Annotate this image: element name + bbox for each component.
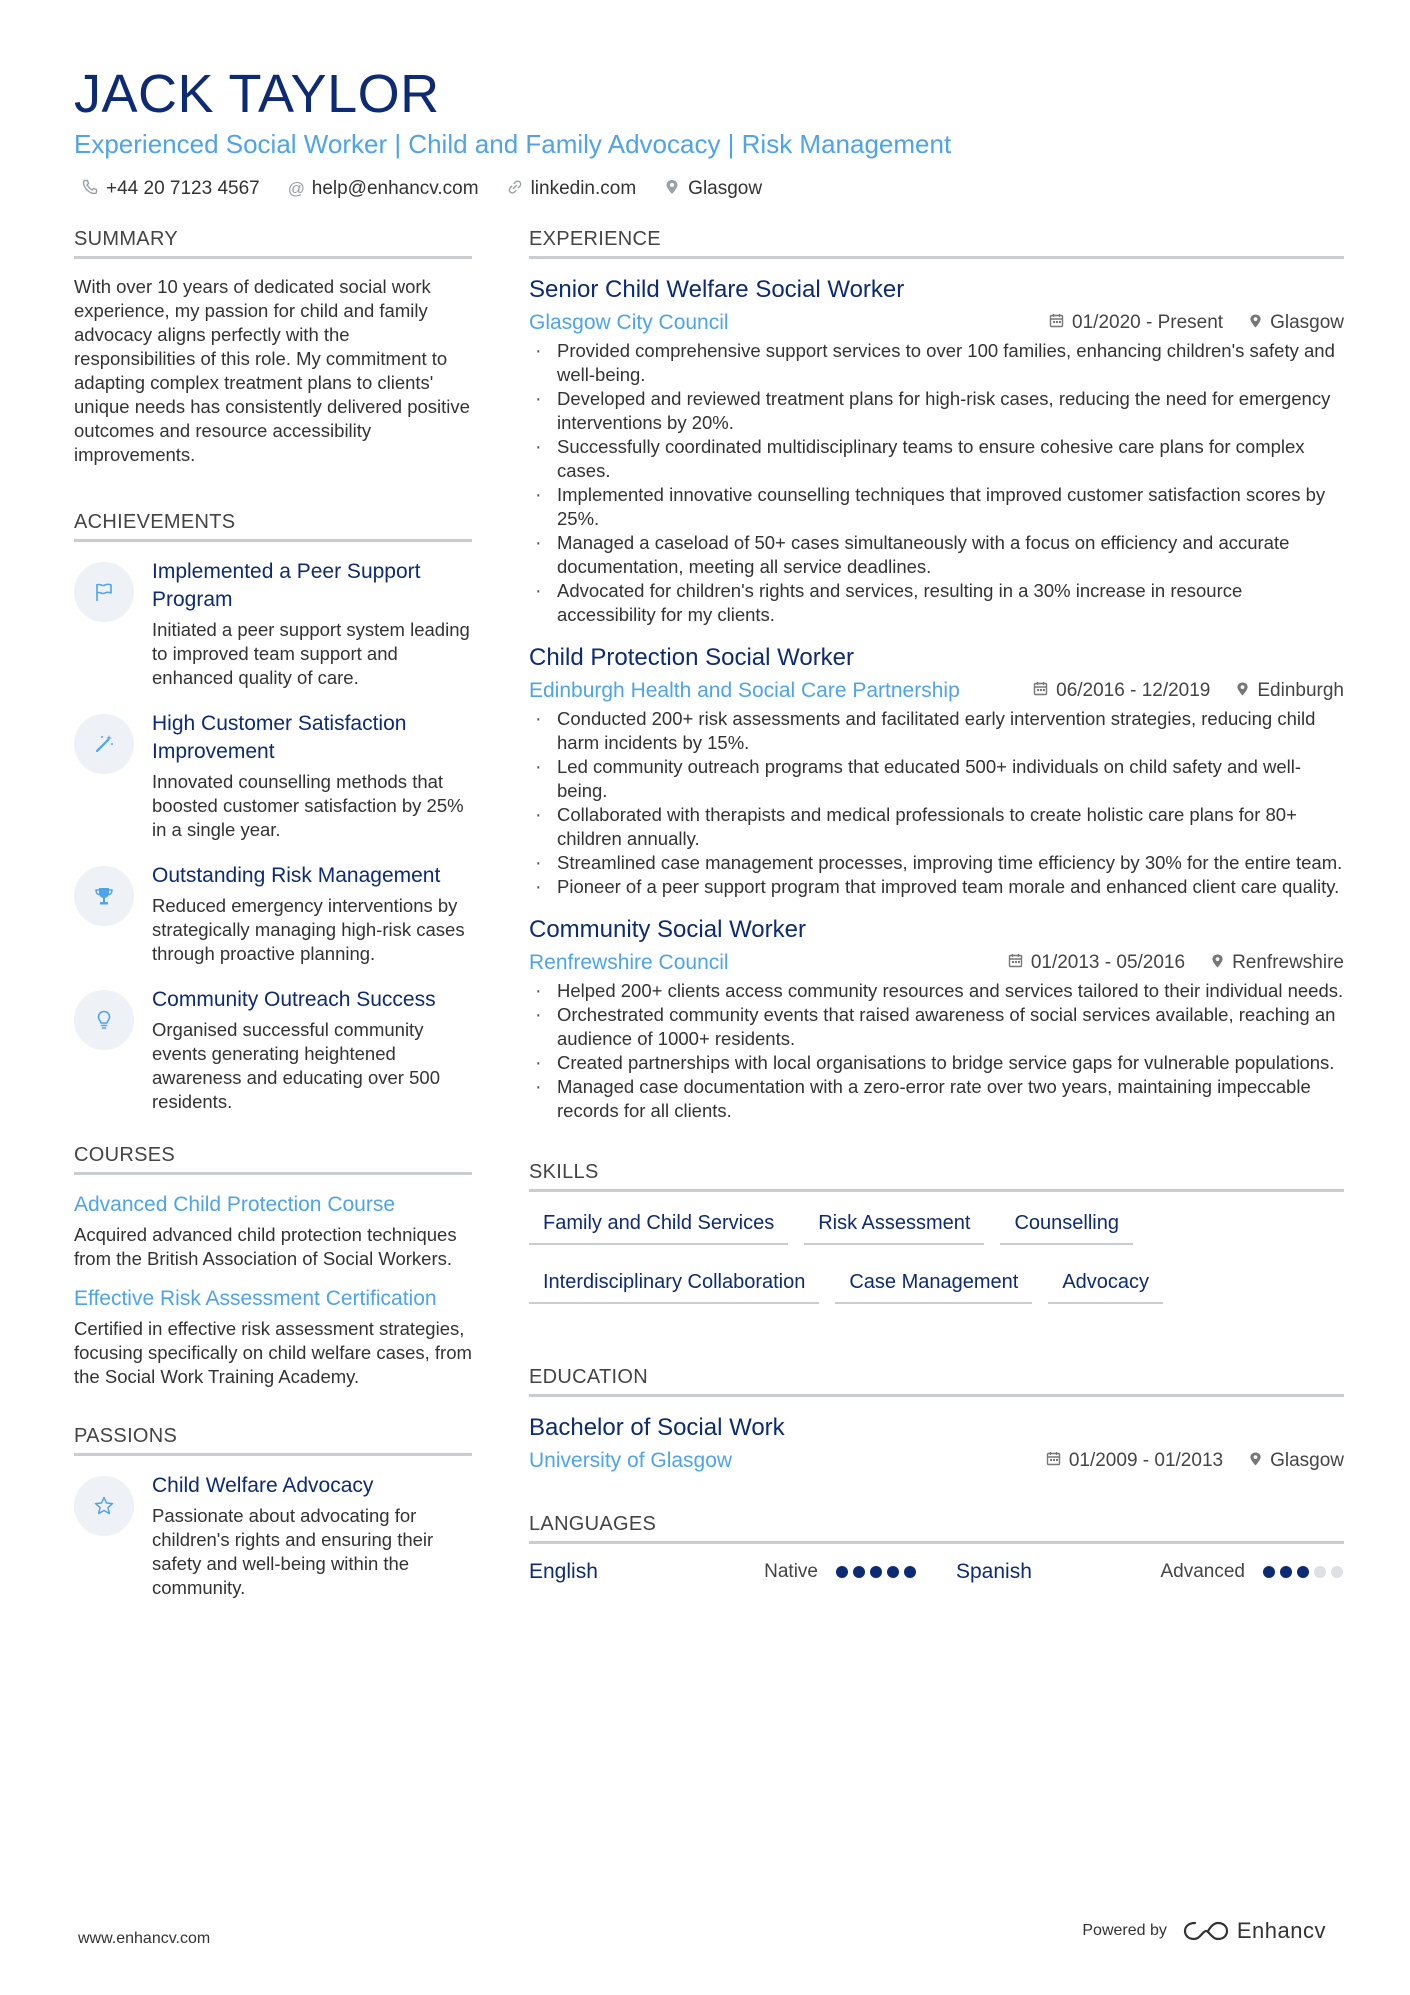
enhancv-logo-icon (1183, 1919, 1229, 1943)
rating-dot (1297, 1566, 1309, 1578)
calendar-icon (1008, 953, 1023, 973)
achievement-desc: Innovated counselling methods that boosted customer satisfaction by 25% in a single year. (152, 771, 464, 840)
brand-name: Enhancv (1236, 1918, 1326, 1943)
job-location (1249, 312, 1344, 334)
education-dates-text: 01/2009 - 01/2013 (1068, 1450, 1224, 1471)
job-meta (529, 679, 1344, 703)
phone-text: +44 20 7123 4567 (106, 178, 260, 199)
job-location (1211, 952, 1344, 974)
rating-dot (1280, 1566, 1292, 1578)
job-meta (529, 311, 1344, 335)
achievement-item (74, 710, 472, 842)
brand-logo[interactable] (1183, 1918, 1326, 1944)
bullet-item: · Orchestrated community events that raised awareness of social services available, reaching an audience of 1000+ residents. (529, 1003, 1344, 1051)
job-bullets (529, 707, 1344, 899)
job-dates-text: 01/2013 - 05/2016 (1030, 952, 1186, 973)
rating-dot (1314, 1566, 1326, 1578)
course-item (74, 1285, 472, 1389)
rating-dot (853, 1566, 865, 1578)
map-pin-icon (1249, 313, 1262, 334)
bullet-item: · Successfully coordinated multidisciplinary teams to ensure cohesive care plans for complex cases. (529, 435, 1344, 483)
courses-heading: COURSES (74, 1144, 472, 1175)
degree-title: Bachelor of Social Work (529, 1414, 785, 1441)
bullet-item: · Collaborated with therapists and medical professionals to create holistic care plans for 80+ children annually. (529, 803, 1344, 851)
link-icon (507, 179, 523, 200)
skill-tag: Risk Assessment (804, 1208, 984, 1245)
passion-title: Child Welfare Advocacy (152, 1474, 374, 1497)
bullet-item: · Pioneer of a peer support program that improved team morale and enhanced client care quality. (529, 875, 1344, 899)
skill-tag: Interdisciplinary Collaboration (529, 1267, 819, 1304)
job-location (1236, 680, 1344, 702)
rating-dot (887, 1566, 899, 1578)
candidate-title: Experienced Social Worker | Child and Family Advocacy | Risk Management (74, 129, 952, 159)
job-location-text: Renfrewshire (1232, 952, 1344, 973)
job-dates (1008, 952, 1185, 974)
course-desc: Acquired advanced child protection techniques from the British Association of Social Workers. (74, 1224, 457, 1269)
bullet-item: · Developed and reviewed treatment plans for high-risk cases, reducing the need for emergency interventions by 20%. (529, 387, 1344, 435)
summary-text: With over 10 years of dedicated social work experience, my passion for child and family advocacy aligns perfectly with the responsibilities of this role. My commitment to adapting complex treatment plans to clients' unique needs has consistently delivered positive outcomes and resource accessibility improvements. (74, 276, 470, 465)
achievement-title: High Customer Satisfaction Improvement (152, 712, 407, 763)
job-bullets (529, 339, 1344, 627)
passion-item (74, 1472, 472, 1600)
resume-header (74, 62, 1344, 200)
job-dates (1033, 680, 1210, 702)
bullet-item: · Conducted 200+ risk assessments and facilitated early intervention strategies, reducing child harm incidents by 15%. (529, 707, 1344, 755)
rating-dot (870, 1566, 882, 1578)
phone-icon (82, 179, 98, 200)
achievement-title: Outstanding Risk Management (152, 864, 441, 887)
passions-list (74, 1472, 472, 1600)
flag-icon (74, 562, 134, 622)
skill-tag: Family and Child Services (529, 1208, 788, 1245)
job-title: Senior Child Welfare Social Worker (529, 276, 905, 303)
language-level: Native (764, 1561, 818, 1582)
job-meta (529, 951, 1344, 975)
rating-dot (1331, 1566, 1343, 1578)
achievement-item (74, 862, 472, 966)
bullet-item: · Provided comprehensive support services to over 100 families, enhancing children's safety and well-being. (529, 339, 1344, 387)
school-name: University of Glasgow (529, 1449, 733, 1472)
linkedin-text: linkedin.com (530, 178, 637, 199)
candidate-name: JACK TAYLOR (74, 64, 440, 124)
star-icon (74, 1476, 134, 1536)
job-entry (529, 643, 1344, 899)
contact-linkedin[interactable] (507, 178, 637, 200)
languages-heading: LANGUAGES (529, 1513, 1344, 1544)
calendar-icon (1046, 1451, 1061, 1471)
achievement-title: Implemented a Peer Support Program (152, 560, 421, 611)
at-icon: @ (287, 179, 306, 198)
contact-bar (74, 178, 1344, 200)
job-dates (1049, 312, 1223, 334)
right-column (529, 228, 1344, 1584)
job-entry (529, 275, 1344, 627)
skills-list (529, 1208, 1344, 1304)
bullet-item: · Managed case documentation with a zero-error rate over two years, maintaining impeccable records for all clients. (529, 1075, 1344, 1123)
achievement-title: Community Outreach Success (152, 988, 436, 1011)
education-location-text: Glasgow (1270, 1450, 1344, 1471)
bullet-item: · Advocated for children's rights and services, resulting in a 30% increase in resource accessibility for my clients. (529, 579, 1344, 627)
education-heading: EDUCATION (529, 1366, 1344, 1397)
job-dates-text: 01/2020 - Present (1072, 312, 1224, 333)
job-entry (529, 915, 1344, 1123)
language-rating (1263, 1566, 1343, 1578)
languages-list (529, 1560, 1344, 1584)
map-pin-icon (1236, 681, 1249, 702)
powered-by-label: Powered by (1082, 1922, 1167, 1939)
education-dates (1046, 1450, 1223, 1472)
bullet-item: · Streamlined case management processes, improving time efficiency by 30% for the entire team. (529, 851, 1344, 875)
achievement-desc: Organised successful community events generating heightened awareness and educating over 500 residents. (152, 1019, 440, 1112)
job-company: Glasgow City Council (529, 311, 729, 334)
language-item (956, 1560, 1343, 1584)
achievement-desc: Reduced emergency interventions by strategically managing high-risk cases through proactive planning. (152, 895, 465, 964)
footer-branding (1082, 1918, 1326, 1944)
bullet-item: · Implemented innovative counselling techniques that improved customer satisfaction scores by 25%. (529, 483, 1344, 531)
contact-location (664, 178, 762, 200)
map-pin-icon (664, 179, 680, 200)
map-pin-icon (1249, 1451, 1262, 1472)
calendar-icon (1033, 681, 1048, 701)
skill-tag: Advocacy (1048, 1267, 1163, 1304)
skill-tag: Counselling (1000, 1208, 1133, 1245)
job-title: Child Protection Social Worker (529, 644, 855, 671)
courses-list (74, 1191, 472, 1389)
passion-desc: Passionate about advocating for children's rights and ensuring their safety and well-being within the community. (152, 1505, 434, 1598)
lightbulb-icon (74, 990, 134, 1050)
calendar-icon (1049, 313, 1064, 333)
education-entry (529, 1413, 1344, 1473)
bullet-item: · Led community outreach programs that educated 500+ individuals on child safety and well-being. (529, 755, 1344, 803)
job-dates-text: 06/2016 - 12/2019 (1056, 680, 1211, 701)
achievement-desc: Initiated a peer support system leading to improved team support and enhanced quality of care. (152, 619, 470, 688)
experience-heading: EXPERIENCE (529, 228, 1344, 259)
bullet-item: · Managed a caseload of 50+ cases simultaneously with a focus on efficiency and accurate documentation, meeting all service deadlines. (529, 531, 1344, 579)
achievements-list (74, 558, 472, 1114)
job-location-text: Edinburgh (1257, 680, 1344, 701)
course-title: Effective Risk Assessment Certification (74, 1287, 437, 1310)
job-location-text: Glasgow (1270, 312, 1344, 333)
achievement-item (74, 558, 472, 690)
achievement-item (74, 986, 472, 1114)
skill-tag: Case Management (835, 1267, 1032, 1304)
rating-dot (836, 1566, 848, 1578)
skills-heading: SKILLS (529, 1161, 1344, 1192)
course-title: Advanced Child Protection Course (74, 1193, 396, 1216)
education-location (1249, 1450, 1344, 1472)
language-rating (836, 1566, 916, 1578)
rating-dot (904, 1566, 916, 1578)
job-bullets (529, 979, 1344, 1123)
rating-dot (1263, 1566, 1275, 1578)
map-pin-icon (1211, 953, 1224, 974)
magic-wand-icon (74, 714, 134, 774)
achievements-heading: ACHIEVEMENTS (74, 511, 472, 542)
bullet-item: · Created partnerships with local organisations to bridge service gaps for vulnerable populations. (529, 1051, 1344, 1075)
language-item (529, 1560, 916, 1584)
course-desc: Certified in effective risk assessment strategies, focusing specifically on child welfare cases, from the Social Work Training Academy. (74, 1318, 472, 1387)
course-item (74, 1191, 472, 1271)
education-meta (529, 1449, 1344, 1473)
left-column (74, 228, 472, 1620)
language-name: Spanish (956, 1560, 1032, 1583)
language-level: Advanced (1160, 1561, 1245, 1582)
location-text: Glasgow (688, 178, 763, 199)
contact-email[interactable] (288, 178, 479, 200)
job-title: Community Social Worker (529, 916, 806, 943)
language-name: English (529, 1560, 598, 1583)
trophy-icon (74, 866, 134, 926)
contact-phone[interactable] (82, 178, 260, 200)
footer-website[interactable]: www.enhancv.com (78, 1930, 211, 1947)
summary-heading: SUMMARY (74, 228, 472, 259)
passions-heading: PASSIONS (74, 1425, 472, 1456)
job-company: Renfrewshire Council (529, 951, 729, 974)
bullet-item: · Helped 200+ clients access community resources and services tailored to their individual needs. (529, 979, 1344, 1003)
email-text: help@enhancv.com (311, 178, 479, 199)
job-company: Edinburgh Health and Social Care Partnership (529, 679, 960, 702)
